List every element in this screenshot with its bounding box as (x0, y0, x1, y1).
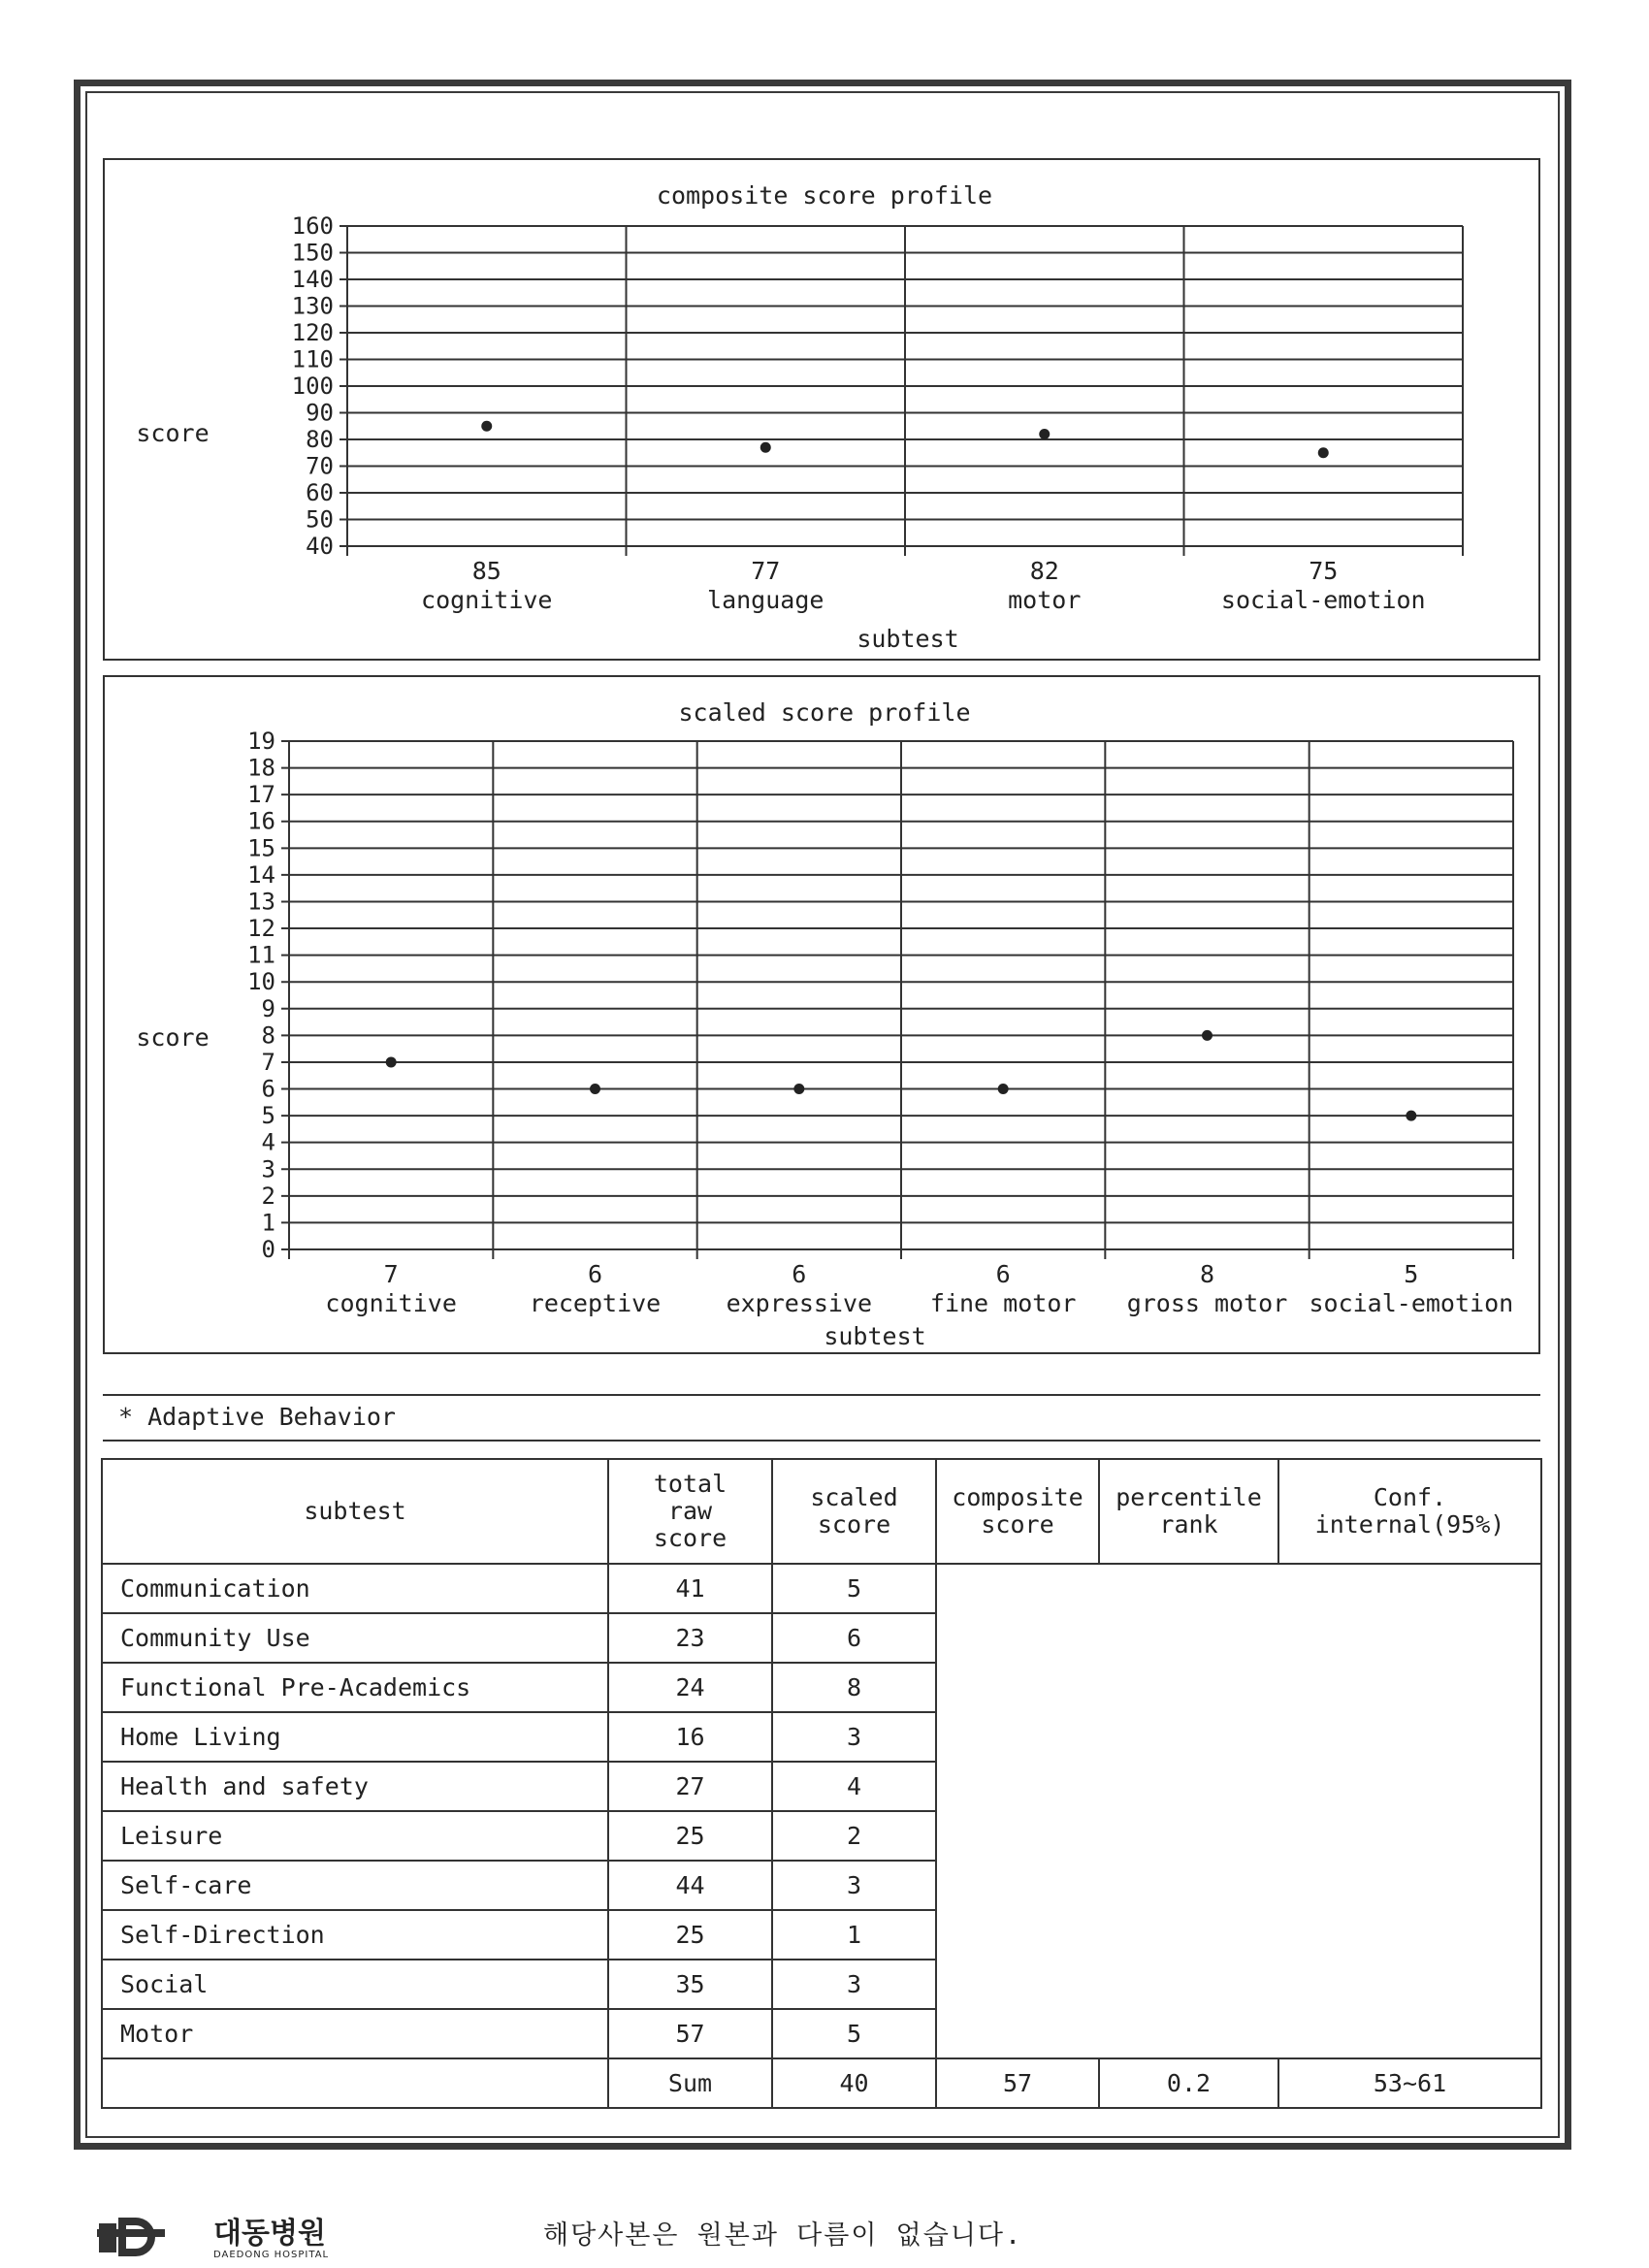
composite-chart-xlabel: subtest (857, 625, 959, 653)
x-category-label: cognitive (421, 586, 553, 614)
sum-row-blank (102, 2058, 608, 2108)
row-scaled-score: 5 (772, 2009, 936, 2058)
sum-confidence-interval: 53~61 (1278, 2058, 1541, 2108)
x-category-label: motor (1008, 586, 1082, 614)
y-tick-label: 140 (291, 266, 334, 293)
row-subtest-name: Self-care (102, 1861, 608, 1910)
y-tick-label: 6 (261, 1075, 275, 1103)
data-point (760, 442, 771, 453)
row-subtest-name: Home Living (102, 1712, 608, 1762)
hospital-logo (97, 2212, 407, 2260)
hospital-logo-mark (97, 2218, 165, 2256)
data-point (793, 1084, 804, 1094)
header-conf-line: Conf. (1373, 1483, 1447, 1511)
row-subtest-name: Functional Pre-Academics (102, 1663, 608, 1712)
header-raw-line: total (653, 1470, 728, 1498)
x-value-label: 7 (383, 1260, 399, 1288)
y-tick-label: 10 (247, 968, 275, 996)
data-point (481, 421, 492, 432)
row-scaled-score: 2 (772, 1811, 936, 1861)
row-raw-score: 57 (608, 2009, 772, 2058)
sum-label: Sum (608, 2058, 772, 2108)
header-percentile-rank (1099, 1459, 1278, 1564)
y-tick-label: 150 (291, 239, 334, 267)
y-tick-label: 2 (261, 1182, 275, 1210)
row-scaled-score: 3 (772, 1861, 936, 1910)
y-tick-label: 15 (247, 834, 275, 862)
x-category-label: cognitive (325, 1289, 457, 1317)
y-tick-label: 4 (261, 1128, 275, 1156)
y-tick-label: 7 (261, 1048, 275, 1076)
y-tick-label: 3 (261, 1155, 275, 1183)
adaptive-behavior-title: * Adaptive Behavior (118, 1403, 396, 1431)
header-raw-line: raw (667, 1497, 713, 1525)
y-tick-label: 14 (247, 860, 275, 889)
x-value-label: 5 (1404, 1260, 1419, 1288)
y-tick-label: 80 (306, 426, 334, 453)
composite-chart-title: composite score profile (656, 181, 993, 210)
header-scaled-score (772, 1459, 936, 1564)
row-raw-score: 41 (608, 1564, 772, 1613)
sum-percentile-rank: 0.2 (1099, 2058, 1278, 2108)
y-tick-label: 17 (247, 781, 275, 809)
x-category-label: language (707, 586, 824, 614)
y-tick-label: 130 (291, 292, 334, 320)
sum-composite-score: 57 (936, 2058, 1099, 2108)
scaled-chart-ylabel: score (136, 1023, 210, 1052)
row-raw-score: 25 (608, 1811, 772, 1861)
y-tick-label: 5 (261, 1102, 275, 1130)
row-raw-score: 24 (608, 1663, 772, 1712)
scaled-chart-xlabel: subtest (824, 1322, 926, 1350)
header-raw-line: score (653, 1524, 728, 1552)
y-tick-label: 120 (291, 319, 334, 346)
row-scaled-score: 6 (772, 1613, 936, 1663)
x-category-label: fine motor (929, 1289, 1077, 1317)
section-divider-top (103, 1394, 1540, 1396)
data-point (1039, 429, 1050, 439)
header-composite-line: composite (952, 1483, 1083, 1511)
scaled-score-chart (105, 677, 1538, 1352)
x-value-label: 85 (471, 557, 501, 585)
row-raw-score: 27 (608, 1762, 772, 1811)
x-value-label: 6 (587, 1260, 603, 1288)
header-conf-line: internal(95%) (1314, 1510, 1505, 1539)
row-raw-score: 25 (608, 1910, 772, 1960)
header-percentile-line: rank (1159, 1510, 1218, 1539)
row-subtest-name: Community Use (102, 1613, 608, 1663)
row-scaled-score: 3 (772, 1960, 936, 2009)
row-subtest-name: Self-Direction (102, 1910, 608, 1960)
row-subtest-name: Motor (102, 2009, 608, 2058)
scaled-chart-title: scaled score profile (678, 698, 971, 727)
y-tick-label: 19 (247, 728, 275, 755)
data-point (590, 1084, 600, 1094)
adaptive-behavior-table (101, 1458, 1542, 2109)
composite-chart-ylabel: score (136, 419, 210, 447)
row-subtest-name: Health and safety (102, 1762, 608, 1811)
sum-scaled-score: 40 (772, 2058, 936, 2108)
x-category-label: social-emotion (1220, 586, 1426, 614)
blank-merged-cell (936, 1564, 1541, 2058)
y-tick-label: 8 (261, 1021, 275, 1050)
data-point (1202, 1030, 1212, 1041)
x-category-label: gross motor (1126, 1289, 1288, 1317)
y-tick-label: 40 (306, 533, 334, 560)
row-subtest-name: Communication (102, 1564, 608, 1613)
y-tick-label: 11 (247, 941, 275, 969)
y-tick-label: 90 (306, 399, 334, 427)
data-point (1406, 1111, 1416, 1121)
data-point (1318, 447, 1329, 458)
x-value-label: 6 (995, 1260, 1011, 1288)
y-tick-label: 1 (261, 1209, 275, 1237)
row-raw-score: 16 (608, 1712, 772, 1762)
row-scaled-score: 5 (772, 1564, 936, 1613)
x-value-label: 75 (1309, 557, 1339, 585)
table-row (102, 1564, 1541, 1613)
header-composite-score (936, 1459, 1099, 1564)
header-scaled-line: scaled (810, 1483, 898, 1511)
y-tick-label: 9 (261, 994, 275, 1022)
y-tick-label: 70 (306, 452, 334, 480)
x-value-label: 82 (1029, 557, 1059, 585)
header-confidence-interval (1278, 1459, 1541, 1564)
row-raw-score: 23 (608, 1613, 772, 1663)
y-tick-label: 16 (247, 807, 275, 835)
section-divider-bottom (103, 1440, 1540, 1442)
x-value-label: 8 (1199, 1260, 1215, 1288)
hospital-name-korean: 대동병원 (213, 2217, 326, 2251)
header-composite-line: score (981, 1510, 1054, 1539)
row-subtest-name: Leisure (102, 1811, 608, 1861)
row-raw-score: 35 (608, 1960, 772, 2009)
row-scaled-score: 1 (772, 1910, 936, 1960)
y-tick-label: 0 (261, 1236, 275, 1263)
x-value-label: 6 (792, 1260, 807, 1288)
row-scaled-score: 4 (772, 1762, 936, 1811)
y-tick-label: 12 (247, 915, 275, 943)
y-tick-label: 13 (247, 888, 275, 916)
x-category-label: expressive (726, 1289, 873, 1317)
x-category-label: social-emotion (1309, 1289, 1514, 1317)
composite-score-chart (105, 160, 1538, 659)
y-tick-label: 18 (247, 754, 275, 782)
row-subtest-name: Social (102, 1960, 608, 2009)
data-point (998, 1084, 1009, 1094)
header-subtest: subtest (102, 1459, 608, 1564)
row-scaled-score: 3 (772, 1712, 936, 1762)
x-value-label: 77 (751, 557, 781, 585)
scaled-chart-panel (103, 675, 1540, 1354)
row-raw-score: 44 (608, 1861, 772, 1910)
composite-chart-panel (103, 158, 1540, 661)
data-point (386, 1056, 397, 1067)
y-tick-label: 110 (291, 345, 334, 373)
table-sum-row (102, 2058, 1541, 2108)
header-scaled-line: score (817, 1510, 891, 1539)
y-tick-label: 50 (306, 505, 334, 534)
y-tick-label: 160 (291, 212, 334, 240)
y-tick-label: 100 (291, 373, 334, 400)
x-category-label: receptive (529, 1289, 662, 1317)
row-scaled-score: 8 (772, 1663, 936, 1712)
header-percentile-line: percentile (1116, 1483, 1262, 1511)
y-tick-label: 60 (306, 479, 334, 506)
copy-certification-notice: 해당사본은 원본과 다름이 없습니다. (543, 2220, 1023, 2251)
hospital-name-english: DAEDONG HOSPITAL (213, 2250, 330, 2260)
table-header-row (102, 1459, 1541, 1564)
header-raw-score (608, 1459, 772, 1564)
